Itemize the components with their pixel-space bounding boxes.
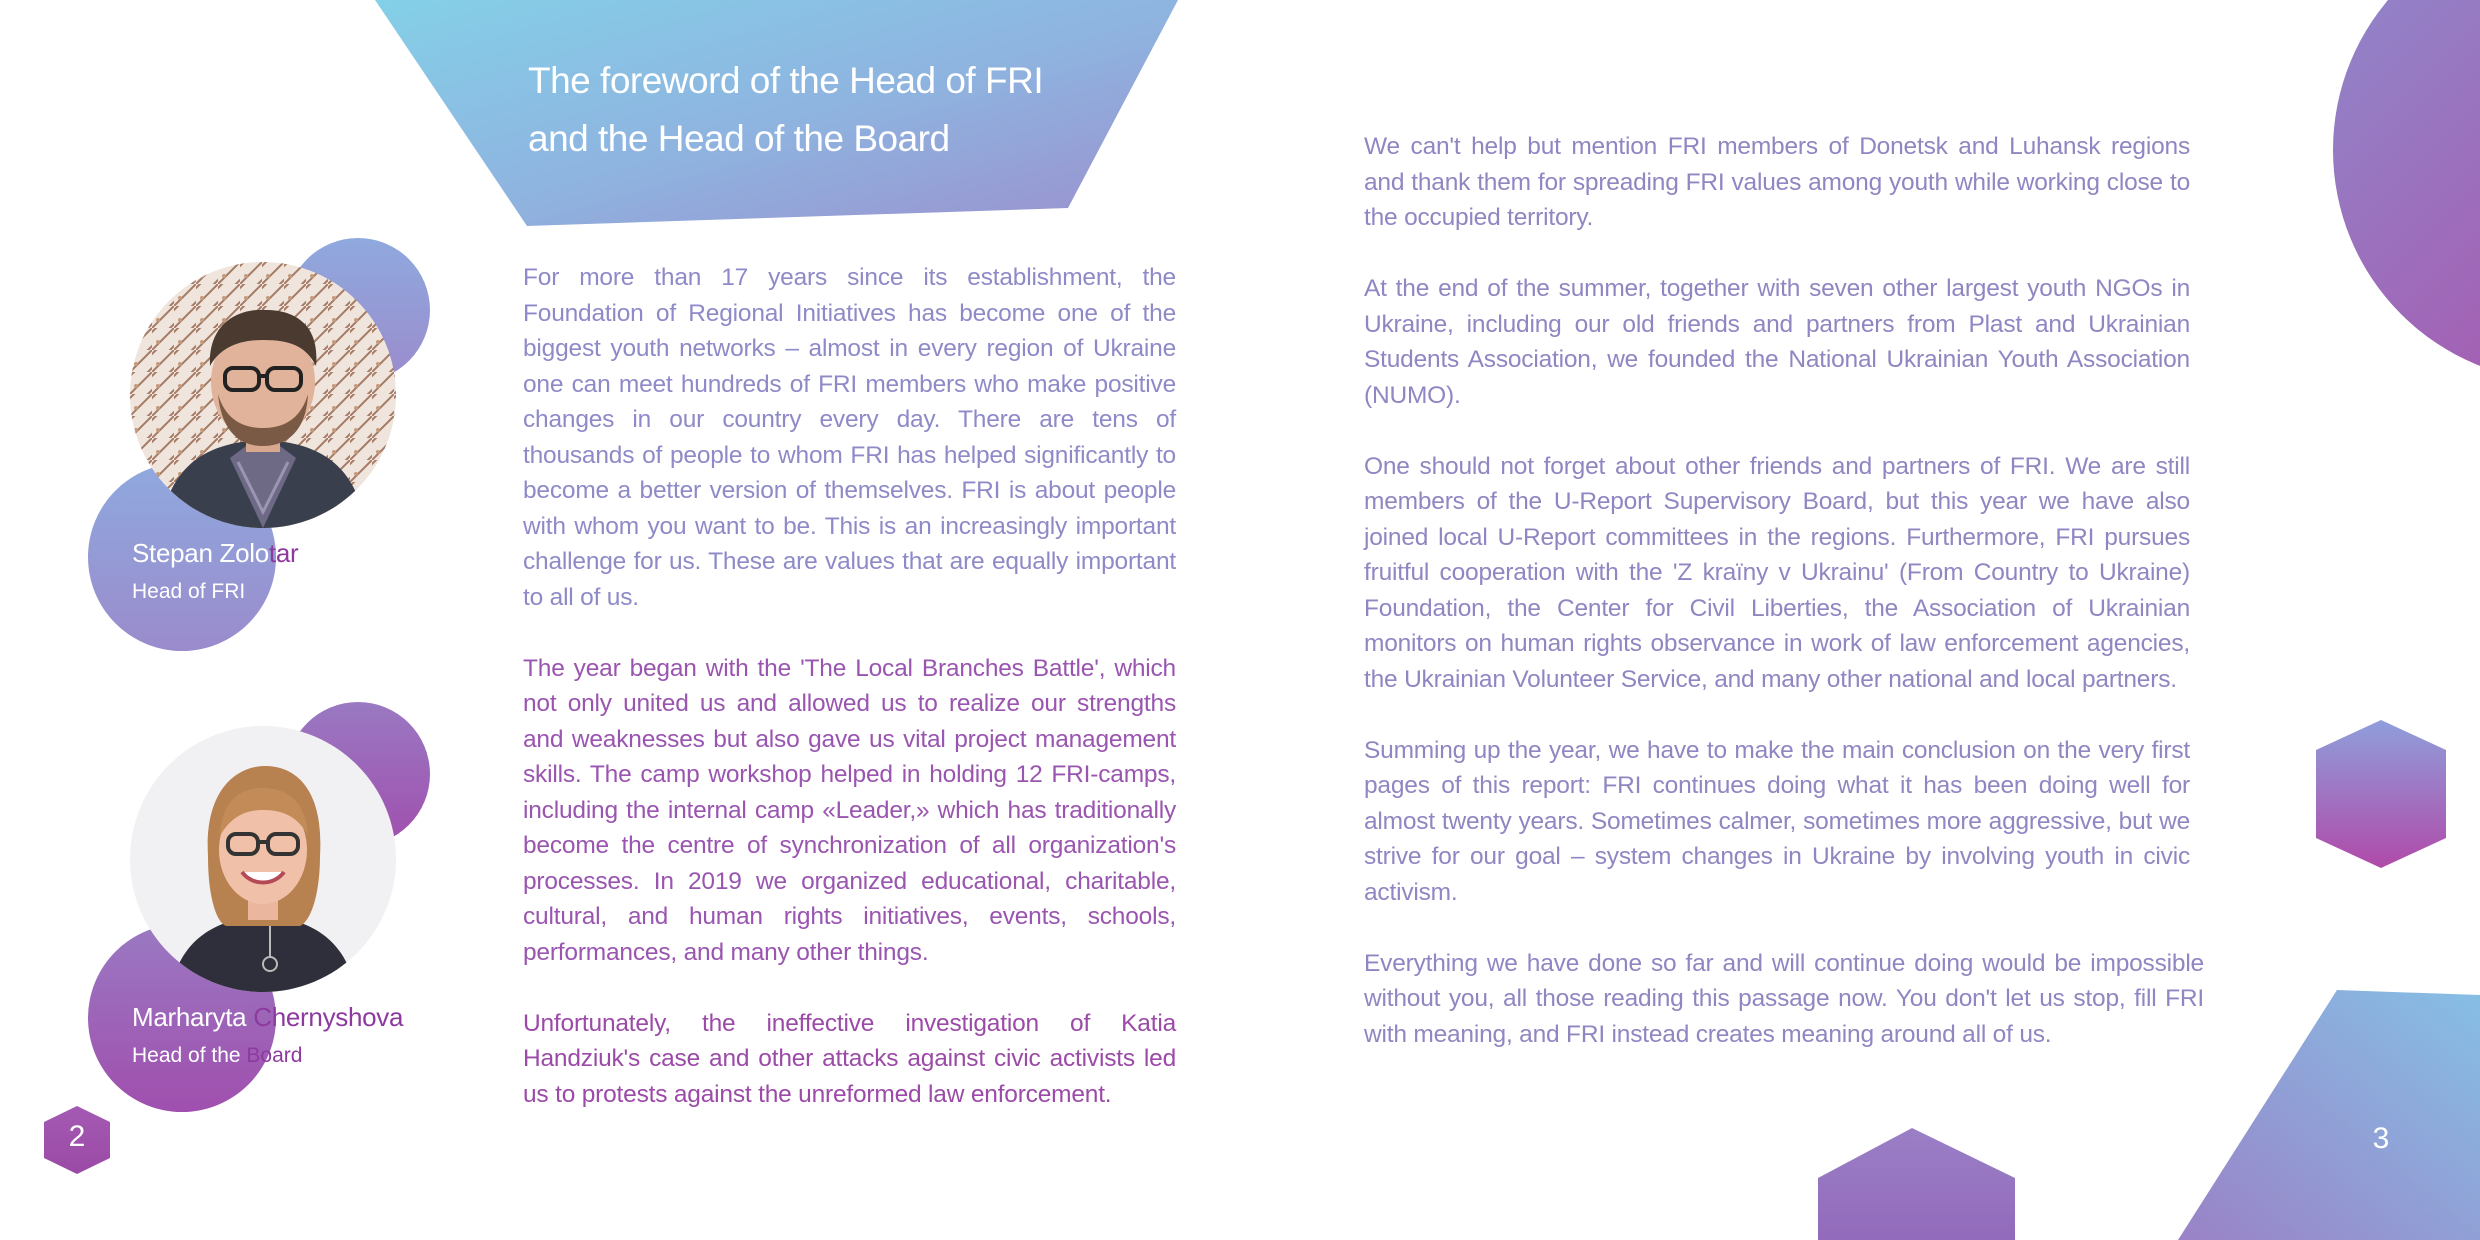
page-title-line-1: The foreword of the Head of FRI	[528, 60, 1044, 101]
right-paragraph-3: One should not forget about other friends and partners of FRI. We are still members of the U-Report Supervisory Board, but this year we have also joined local U-Report committees in the regions. Furthermore, FRI pursues fruitful cooperation with the 'Z kraïny v Ukrainu' (From Country to Ukraine) Foundation, the Center for Civil Liberties, the Association of Ukrainian monitors on human rights observance in work of law enforcement agencies, the Ukrainian Volunteer Service, and many other national and local partners.	[1364, 452, 2190, 693]
page-number-left: 2	[68, 1120, 86, 1153]
left-paragraph-3: Unfortunately, the ineffective investigation of Katia Handziuk's case and other attacks against civic activists led us to protests against the unreformed law enforcement.	[523, 1009, 1176, 1108]
right-paragraph-1: We can't help but mention FRI members of Donetsk and Luhansk regions and thank them for spreading FRI values among youth while working close to the occupied territory.	[1364, 133, 2190, 231]
person-name-marharyta	[132, 1002, 403, 1033]
page-title	[528, 52, 1128, 168]
person-role-stepan: Head of FRI	[132, 580, 246, 603]
person-name-stepan-rest: tar	[268, 538, 299, 568]
left-column-text	[523, 260, 1176, 1148]
right-column-text	[1364, 129, 2204, 1088]
portrait-photo-woman-glasses-icon	[130, 726, 396, 992]
left-paragraph-1: For more than 17 years since its establishment, the Foundation of Regional Initiatives has become one of the biggest youth networks – almost in every region of Ukraine one can meet hundreds of FRI members who make positive changes in our country every day. There are tens of thousands of people to whom FRI has helped significantly to become a better version of themselves. FRI is about people with whom you want to be. This is an increasingly important challenge for us. These are values that are equally important to all of us.	[523, 264, 1176, 611]
right-paragraph-4: Summing up the year, we have to make the main conclusion on the very first pages of this report: FRI continues doing what it has been doing well for almost twenty years. Sometimes calmer, sometimes more aggressive, but we strive for our goal – system changes in Ukraine by involving youth in civic activism.	[1364, 736, 2190, 906]
page-number-right: 3	[2372, 1122, 2390, 1155]
decor-hexagon-right	[2316, 720, 2446, 868]
decor-shape-bottom-right	[2178, 990, 2480, 1240]
portrait-marharyta	[130, 726, 396, 992]
person-role-marharyta-rest: Board	[246, 1044, 303, 1067]
left-paragraph-2: The year began with the 'The Local Branches Battle', which not only united us and allowed us to realize our strengths and weaknesses but also gave us vital project management skills. The camp workshop helped in holding 12 FRI-camps, including the internal camp «Leader,» which has traditionally become the centre of synchronization of all organization's processes. In 2019 we organized educational, charitable, cultural, and human rights initiatives, events, schools, performances, and many other things.	[523, 654, 1176, 966]
right-paragraph-5: Everything we have done so far and will continue doing would be impossible without you, all those reading this passage now. You don't let us stop, fill FRI with meaning, and FRI instead creates meaning around all of us.	[1364, 949, 2204, 1048]
decor-hexagon-bottom	[1818, 1128, 2015, 1240]
person-name-marharyta-first: Marharyta	[132, 1002, 254, 1032]
page-title-line-2: and the Head of the Board	[528, 118, 950, 159]
person-name-stepan	[132, 538, 298, 569]
portrait-stepan	[130, 262, 396, 528]
portrait-photo-man-glasses-icon	[130, 262, 396, 528]
person-role-marharyta	[132, 1044, 302, 1068]
person-name-marharyta-rest: Chernyshova	[253, 1002, 404, 1032]
person-role-marharyta-first: Head of the	[132, 1044, 247, 1067]
person-name-stepan-first: Stepan Zolo	[132, 538, 269, 568]
right-paragraph-2: At the end of the summer, together with seven other largest youth NGOs in Ukraine, including our old friends and partners from Plast and Ukrainian Students Association, we founded the National Ukrainian Youth Association (NUMO).	[1364, 275, 2190, 409]
